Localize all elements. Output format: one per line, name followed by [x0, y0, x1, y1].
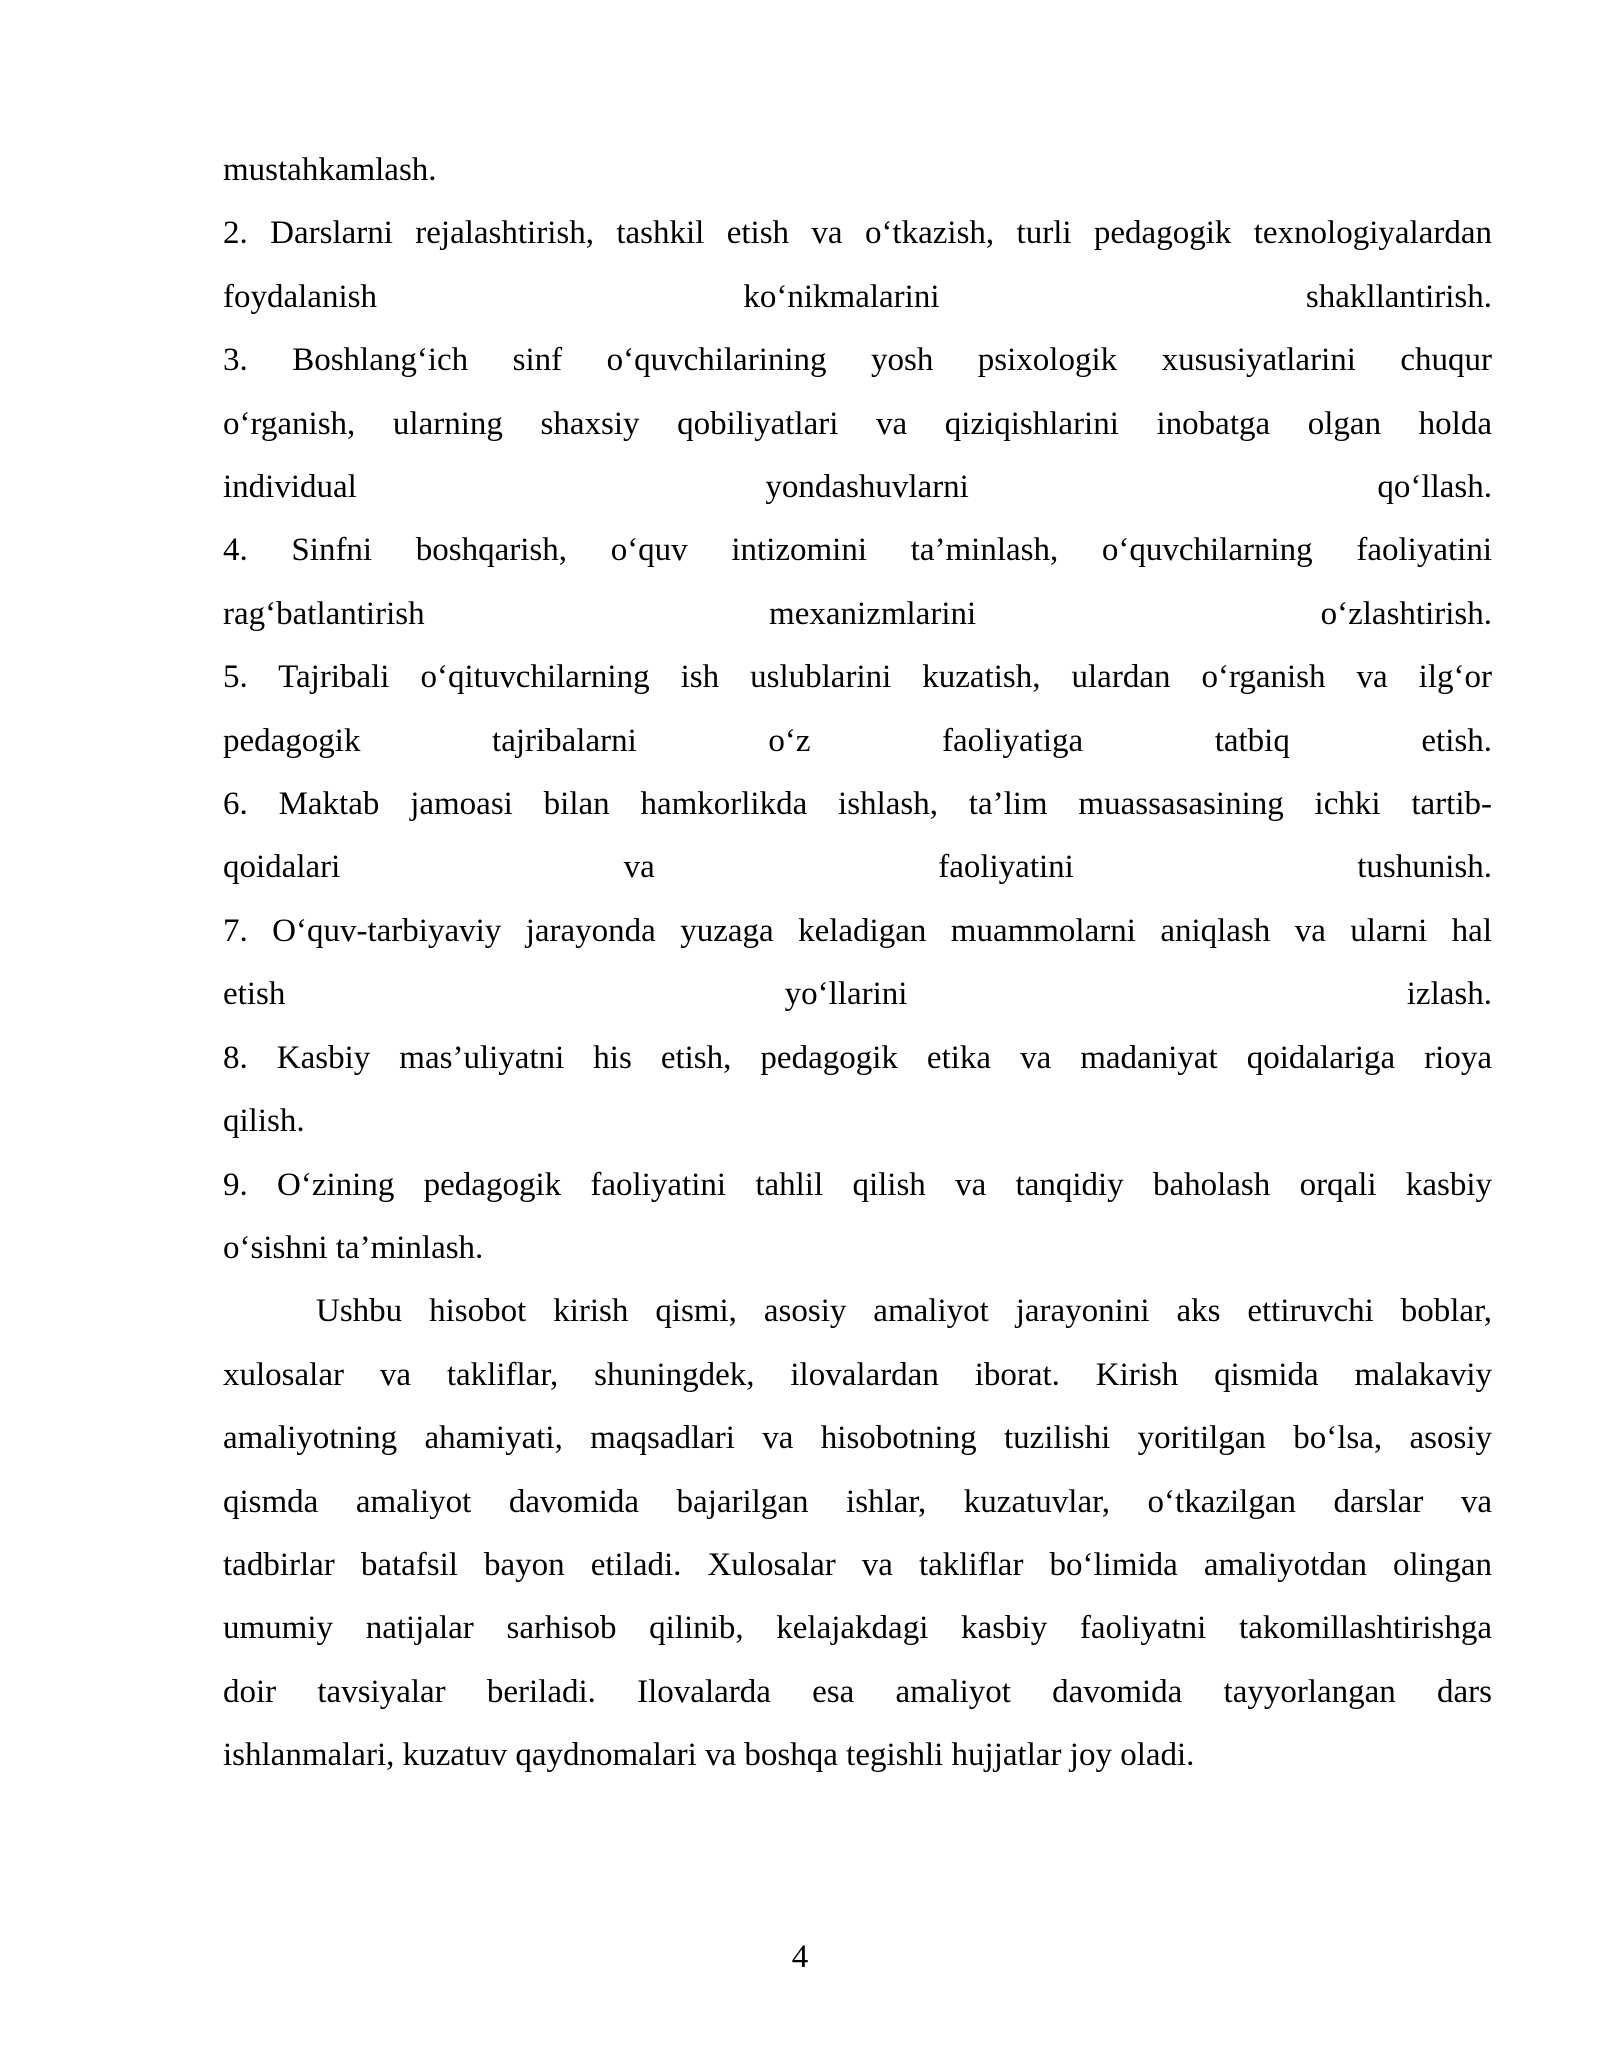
text-line: 5. Tajribali o‘qituvchilarning ish uslublarini kuzatish, ulardan o‘rganish va ilg‘or [223, 659, 1492, 696]
text-line: 8. Kasbiy mas’uliyatni his etish, pedagogik etika va madaniyat qoidalariga rioya [223, 1039, 1492, 1076]
text-line: 3. Boshlang‘ich sinf o‘quvchilarining yosh psixologik xususiyatlarini chuqur [223, 342, 1492, 379]
text-line: ishlanmalari, kuzatuv qaydnomalari va boshqa tegishli hujjatlar joy oladi. [223, 1737, 1195, 1774]
text-line: foydalanish ko‘nikmalarini shakllantirish. [223, 278, 1492, 315]
text-line: 2. Darslarni rejalashtirish, tashkil etish va o‘tkazish, turli pedagogik texnologiyalardan [223, 215, 1492, 252]
page-number: 4 [791, 1939, 809, 1975]
text-line: umumiy natijalar sarhisob qilinib, kelajakdagi kasbiy faoliyatni takomillashtirishga [223, 1610, 1492, 1647]
text-line: qismda amaliyot davomida bajarilgan ishlar, kuzatuvlar, o‘tkazilgan darslar va [223, 1483, 1492, 1520]
text-line: o‘sishni ta’minlash. [223, 1229, 484, 1266]
text-line: qoidalari va faoliyatini tushunish. [223, 849, 1492, 886]
text-line: mustahkamlash. [223, 152, 437, 188]
text-line: xulosalar va takliflar, shuningdek, ilovalardan iborat. Kirish qismida malakaviy [223, 1356, 1492, 1393]
text-line: 9. O‘zining pedagogik faoliyatini tahlil qilish va tanqidiy baholash orqali kasbiy [223, 1166, 1492, 1203]
text-line: amaliyotning ahamiyati, maqsadlari va hisobotning tuzilishi yoritilgan bo‘lsa, asosiy [223, 1420, 1492, 1457]
text-line: qilish. [223, 1103, 305, 1140]
text-line: individual yondashuvlarni qo‘llash. [223, 469, 1492, 506]
text-line: o‘rganish, ularning shaxsiy qobiliyatlari va qiziqishlarini inobatga olgan holda [223, 405, 1492, 442]
text-line: etish yo‘llarini izlash. [223, 976, 1492, 1013]
document-body [223, 139, 1492, 1788]
text-line: 7. O‘quv-tarbiyaviy jarayonda yuzaga keladigan muammolarni aniqlash va ularni hal [223, 912, 1492, 949]
text-line: doir tavsiyalar beriladi. Ilovalarda esa amaliyot davomida tayyorlangan dars [223, 1673, 1492, 1710]
text-line: Ushbu hisobot kirish qismi, asosiy amaliyot jarayonini aks ettiruvchi boblar, [316, 1293, 1492, 1330]
text-line: pedagogik tajribalarni o‘z faoliyatiga tatbiq etish. [223, 722, 1492, 759]
text-line: rag‘batlantirish mexanizmlarini o‘zlashtirish. [223, 595, 1492, 632]
text-line: 6. Maktab jamoasi bilan hamkorlikda ishlash, ta’lim muassasasining ichki tartib- [223, 786, 1492, 823]
text-line: tadbirlar batafsil bayon etiladi. Xulosalar va takliflar bo‘limida amaliyotdan olingan [223, 1546, 1492, 1583]
text-line: 4. Sinfni boshqarish, o‘quv intizomini ta’minlash, o‘quvchilarning faoliyatini [223, 532, 1492, 569]
